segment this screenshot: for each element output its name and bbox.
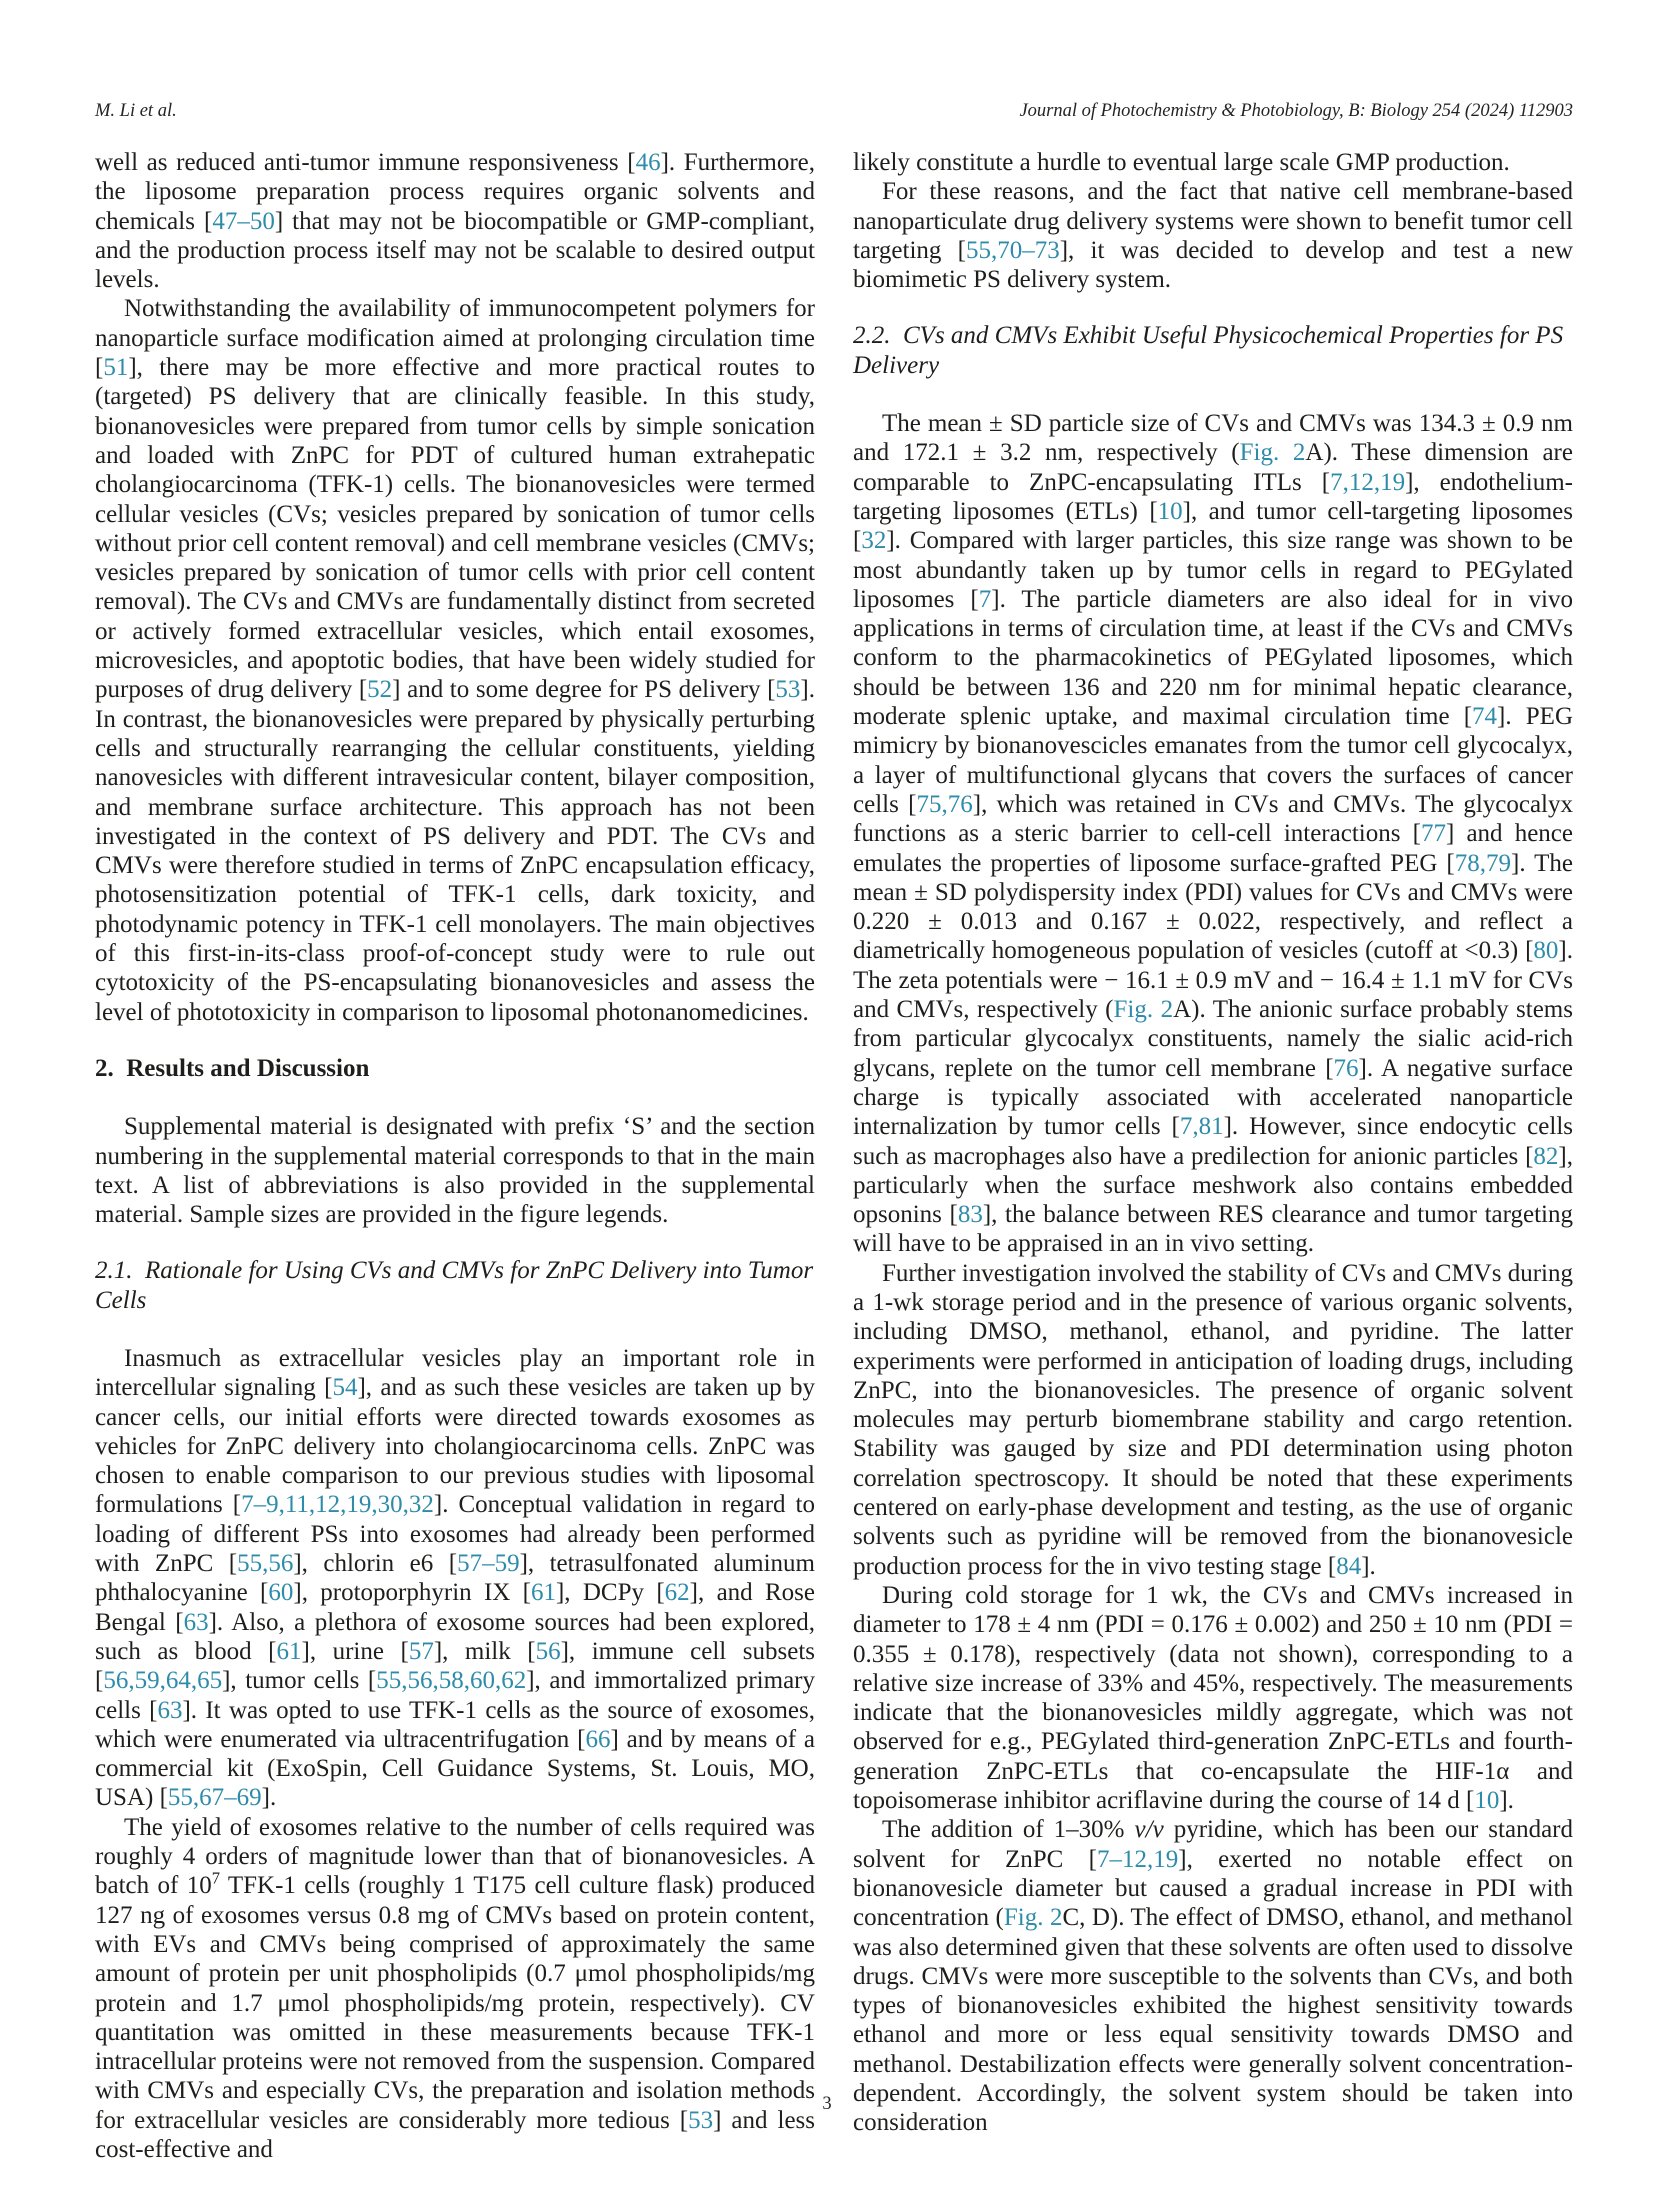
citation-link[interactable]: 57 — [408, 1637, 434, 1665]
citation-link[interactable]: 7,81 — [1179, 1113, 1224, 1141]
citation-link[interactable]: 7–9,11,12,19,30,32 — [241, 1491, 434, 1519]
citation-link[interactable]: 75,76 — [916, 790, 973, 818]
citation-link[interactable]: 61 — [530, 1579, 556, 1607]
figure-link[interactable]: Fig. 2 — [1239, 439, 1306, 467]
paragraph: During cold storage for 1 wk, the CVs and CMVs increased in diameter to 178 ± 4 nm (PDI = 0.176 ± 0.002) and 250 ± 10 nm (PDI = 0.355 ± 0.178), respectively (data not shown), corresponding to a relative size increase of 33% and 45%, respectively. The measurements indicate that the bionanovesicles mildly aggregate, which was not observed for e.g., PEGylated third-generation ZnPC-ETLs and fourth-generation ZnPC-ETLs that co-encapsulate the HIF-1α and topoisomerase inhibitor acriflavine during the course of 14 d [10]. — [853, 1581, 1573, 1815]
citation-link[interactable]: 63 — [183, 1608, 209, 1636]
citation-link[interactable]: 80 — [1533, 937, 1559, 965]
left-column — [95, 148, 820, 2164]
citation-link[interactable]: 56,59,64,65 — [103, 1667, 223, 1695]
figure-link[interactable]: Fig. 2 — [1113, 996, 1174, 1024]
citation-link[interactable]: 83 — [957, 1201, 983, 1229]
citation-link[interactable]: 61 — [276, 1637, 302, 1665]
citation-link[interactable]: 78,79 — [1454, 849, 1511, 877]
paragraph: Inasmuch as extracellular vesicles play an important role in intercellular signaling [54], and as such these vesicles are taken up by cancer cells, our initial efforts were directed towards exosomes as vehicles for ZnPC delivery into cholangiocarcinoma cells. ZnPC was chosen to enable comparison to our previous studies with liposomal formulations [7–9,11,12,19,30,32]. Conceptual validation in regard to loading of different PSs into exosomes had already been performed with ZnPC [55,56], chlorin e6 [57–59], tetrasulfonated aluminum phthalocyanine [60], protoporphyrin IX [61], DCPy [62], and Rose Bengal [63]. Also, a plethora of exosome sources had been explored, such as blood [61], urine [57], milk [56], immune cell subsets [56,59,64,65], tumor cells [55,56,58,60,62], and immortalized primary cells [63]. It was opted to use TFK-1 cells as the source of exosomes, which were enumerated via ultracentrifugation [66] and by means of a commercial kit (ExoSpin, Cell Guidance Systems, St. Louis, MO, USA) [55,67–69]. — [95, 1344, 816, 1812]
paragraph: likely constitute a hurdle to eventual large scale GMP production. — [853, 149, 1510, 176]
citation-link[interactable]: 55,67–69 — [167, 1784, 262, 1812]
subsection-heading-2-2: 2.2. CVs and CMVs Exhibit Useful Physicochemical Properties for PS Delivery — [853, 322, 1570, 379]
running-journal-title: Journal of Photochemistry & Photobiology, B: Biology 254 (2024) 112903 — [1019, 101, 1573, 121]
citation-link[interactable]: 10 — [1157, 497, 1183, 525]
running-head — [95, 101, 1573, 122]
paragraph: well as reduced anti-tumor immune responsiveness [46]. Furthermore, the liposome preparation process requires organic solvents and chemicals [47–50] that may not be biocompatible or GMP-compliant, and the production process itself may not be scalable to desired output levels. — [95, 149, 815, 294]
page-footer — [0, 2094, 1654, 2115]
citation-link[interactable]: 55,70–73 — [965, 236, 1060, 264]
citation-link[interactable]: 76 — [1333, 1054, 1359, 1082]
citation-link[interactable]: 60 — [268, 1579, 294, 1607]
citation-link[interactable]: 62 — [664, 1579, 690, 1607]
citation-link[interactable]: 53 — [775, 676, 801, 704]
citation-link[interactable]: 77 — [1420, 820, 1446, 848]
citation-link[interactable]: 52 — [367, 676, 393, 704]
citation-link[interactable]: 57–59 — [457, 1550, 520, 1578]
citation-link[interactable]: 7–12,19 — [1097, 1845, 1179, 1873]
running-author: M. Li et al. — [95, 101, 177, 121]
citation-link[interactable]: 46 — [635, 149, 661, 176]
citation-link[interactable]: 53 — [688, 2106, 714, 2134]
paragraph: Notwithstanding the availability of immunocompetent polymers for nanoparticle surface modification aimed at prolonging circulation time [51], there may be more effective and more practical routes to (targeted) PS delivery that are clinically feasible. In this study, bionanovesicles were prepared from tumor cells by simple sonication and loaded with ZnPC for PDT of cultured human extrahepatic cholangiocarcinoma (TFK-1) cells. The bionanovesicles were termed cellular vesicles (CVs; vesicles prepared by sonication of tumor cells without prior cell content removal) and cell membrane vesicles (CMVs; vesicles prepared by sonication of tumor cells with prior cell content removal). The CVs and CMVs are fundamentally distinct from secreted or actively formed extracellular vesicles, which entail exosomes, microvesicles, and apoptotic bodies, that have been widely studied for purposes of drug delivery [52] and to some degree for PS delivery [53]. In contrast, the bionanovesicles were prepared by physically perturbing cells and structurally rearranging the cellular constituents, yielding nanovesicles with different intravesicular content, bilayer composition, and membrane surface architecture. This approach has not been investigated in the context of PS delivery and PDT. The CVs and CMVs were therefore studied in terms of ZnPC encapsulation efficacy, photosensitization potential of TFK-1 cells, dark toxicity, and photodynamic potency in TFK-1 cell monolayers. The main objectives of this first-in-its-class proof-of-concept study were to rule out cytotoxicity of the PS-encapsulating bionanovesicles and assess the level of phototoxicity in comparison to liposomal photonanomedicines. — [95, 295, 815, 1026]
paragraph: The mean ± SD particle size of CVs and CMVs was 134.3 ± 0.9 nm and 172.1 ± 3.2 nm, respectively (Fig. 2A). These dimension are comparable to ZnPC-encapsulating ITLs [7,12,19], endothelium-targeting liposomes (ETLs) [10], and tumor cell-targeting liposomes [32]. Compared with larger particles, this size range was shown to be most abundantly taken up by tumor cells in regard to PEGylated liposomes [7]. The particle diameters are also ideal for in vivo applications in terms of circulation time, at least if the CVs and CMVs conform to the pharmacokinetics of PEGylated liposomes, which should be between 136 and 220 nm for minimal hepatic clearance, moderate splenic uptake, and maximal circulation time [74]. PEG mimicry by bionanovescicles emanates from the tumor cell glycocalyx, a layer of multifunctional glycans that covers the surfaces of cancer cells [75,76], which was retained in CVs and CMVs. The glycocalyx functions as a steric barrier to cell-cell interactions [77] and hence emulates the properties of liposome surface-grafted PEG [78,79]. The mean ± SD polydispersity index (PDI) values for CVs and CMVs were 0.220 ± 0.013 and 0.167 ± 0.022, respectively, and reflect a diametrically homogeneous population of vesicles (cutoff at <0.3) [80]. The zeta potentials were − 16.1 ± 0.9 mV and − 16.4 ± 1.1 mV for CVs and CMVs, respectively (Fig. 2A). The anionic surface probably stems from particular glycocalyx constituents, namely the sialic acid-rich glycans, replete on the tumor cell membrane [76]. A negative surface charge is typically associated with accelerated nanoparticle internalization by tumor cells [7,81]. However, since endocytic cells such as macrophages also have a predilection for anionic particles [82], particularly when the surface meshwork also contains embedded opsonins [83], the balance between RES clearance and tumor targeting will have to be appraised in an in vivo setting. — [853, 410, 1574, 1258]
citation-link[interactable]: 63 — [157, 1696, 183, 1724]
citation-link[interactable]: 55,56,58,60,62 — [376, 1667, 527, 1695]
figure-link[interactable]: Fig. 2 — [1003, 1904, 1063, 1932]
citation-link[interactable]: 54 — [332, 1374, 358, 1402]
section-heading-results: 2. Results and Discussion — [95, 1054, 370, 1082]
citation-link[interactable]: 55,56 — [237, 1550, 294, 1578]
italic-text: v/v — [1134, 1816, 1164, 1844]
citation-link[interactable]: 10 — [1474, 1787, 1500, 1815]
paragraph: The yield of exosomes relative to the number of cells required was roughly 4 orders of magnitude lower than that of bionanovesicles. A batch of $10^7$ TFK-1 cells (roughly 1 T175 cell culture flask) produced 127 ng of exosomes versus 0.8 mg of CMVs based on protein content, with EVs and CMVs being comprised of approximately the same amount of protein per unit phospholipids (0.7 μmol phospholipids/mg protein and 1.7 μmol phospholipids/mg protein, respectively). CV quantitation was omitted in these measurements because TFK-1 intracellular proteins were not removed from the suspension. Compared with CMVs and especially CVs, the preparation and isolation methods for extracellular vesicles are considerably more tedious [53] and less cost-effective and — [95, 1813, 816, 2163]
citation-link[interactable]: 66 — [585, 1725, 611, 1753]
subsection-heading-2-1: 2.1. Rationale for Using CVs and CMVs for ZnPC Delivery into Tumor Cells — [95, 1257, 820, 1314]
citation-link[interactable]: 82 — [1533, 1142, 1559, 1170]
citation-link[interactable]: 7,12,19 — [1330, 468, 1406, 496]
right-column — [853, 148, 1573, 2138]
citation-link[interactable]: 56 — [535, 1637, 561, 1665]
citation-link[interactable]: 51 — [103, 354, 129, 382]
citation-link[interactable]: 74 — [1472, 703, 1498, 731]
page-number: 3 — [822, 2094, 832, 2114]
citation-link[interactable]: 32 — [861, 527, 887, 555]
paragraph: For these reasons, and the fact that native cell membrane-based nanoparticulate drug delivery systems were shown to benefit tumor cell targeting [55,70–73], it was decided to develop and test a new biomimetic PS delivery system. — [853, 178, 1573, 294]
paragraph: Further investigation involved the stability of CVs and CMVs during a 1-wk storage period and in the presence of various organic solvents, including DMSO, methanol, ethanol, and pyridine. The latter experiments were performed in anticipation of loading drugs, including ZnPC, into the bionanovesicles. The presence of organic solvent molecules may perturb biomembrane stability and cargo retention. Stability was gauged by size and PDI determination using photon correlation spectroscopy. It should be noted that these experiments centered on early-phase development and testing, as the use of organic solvents such as pyridine will be removed from the bionanovesicle production process for the in vivo testing stage [84]. — [853, 1259, 1573, 1580]
paragraph: Supplemental material is designated with prefix ‘S’ and the section numbering in the supplemental material corresponds to that in the main text. A list of abbreviations is also provided in the supplemental material. Sample sizes are provided in the figure legends. — [95, 1113, 815, 1229]
paragraph: The addition of 1–30% v/v pyridine, which has been our standard solvent for ZnPC [7–12,19], exerted no notable effect on bionanovesicle diameter but caused a gradual increase in PDI with concentration (Fig. 2C, D). The effect of DMSO, ethanol, and methanol was also determined given that these solvents are often used to dissolve drugs. CMVs were more susceptible to the solvents than CVs, and both types of bionanovesicles exhibited the highest sensitivity towards ethanol and more or less equal sensitivity towards DMSO and methanol. Destabilization effects were generally solvent concentration-dependent. Accordingly, the solvent system should be taken into consideration — [853, 1816, 1574, 2137]
citation-link[interactable]: 47–50 — [212, 207, 275, 235]
superscript: 7 — [211, 1869, 220, 1888]
citation-link[interactable]: 84 — [1336, 1552, 1362, 1580]
citation-link[interactable]: 7 — [978, 585, 992, 613]
